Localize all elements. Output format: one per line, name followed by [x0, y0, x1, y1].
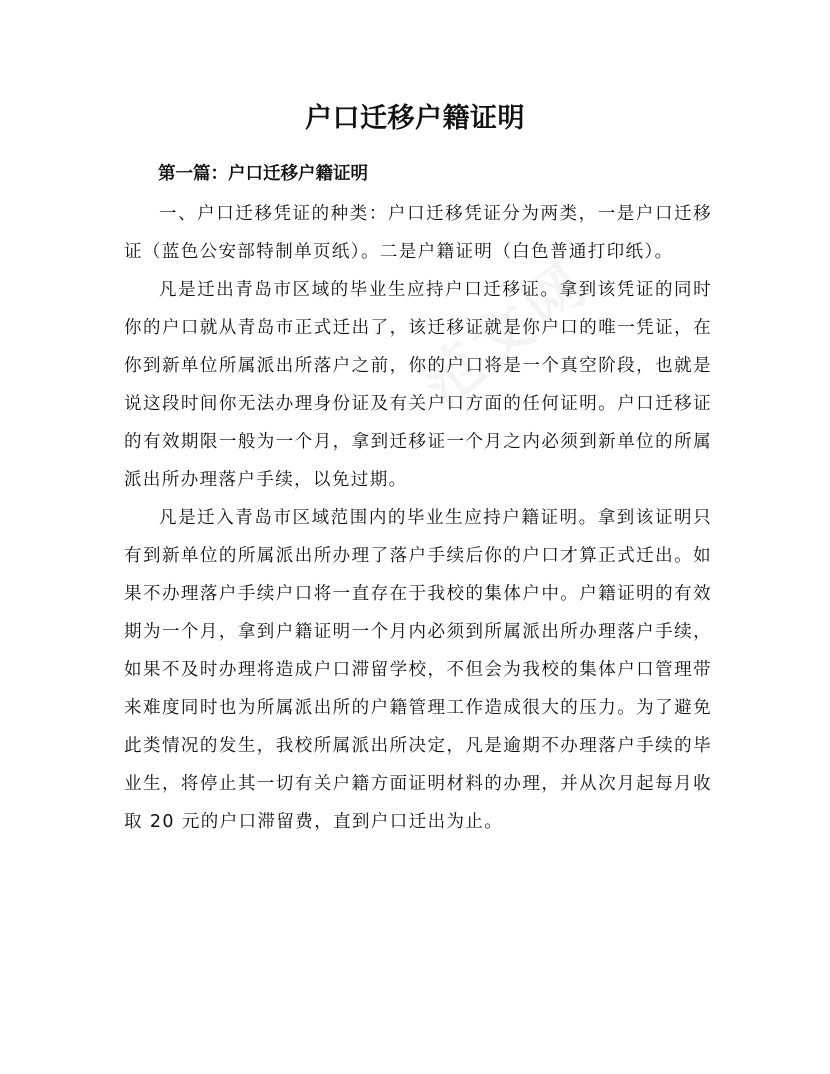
paragraph-moving-out: 凡是迁出青岛市区域的毕业生应持户口迁移证。拿到该凭证的同时你的户口就从青岛市正式迁出了，该迁移证就是你户口的唯一凭证，在你到新单位所属派出所落户之前，你的户口将是一个真空阶段，也就是说这段时间你无法办理身份证及有关户口方面的任何证明。户口迁移证的有效期限一般为一个月，拿到迁移证一个月之内必须到新单位的所属派出所办理落户手续，以免过期。	[124, 280, 712, 490]
section-heading: 第一篇：户口迁移户籍证明	[158, 164, 368, 184]
document-body	[124, 195, 712, 841]
paragraph-migration-types: 一、户口迁移凭证的种类：户口迁移凭证分为两类，一是户口迁移证（蓝色公安部特制单页纸）。二是户籍证明（白色普通打印纸）。	[124, 204, 712, 262]
document-title: 户口迁移户籍证明	[305, 103, 525, 134]
paragraph-moving-in: 凡是迁入青岛市区域范围内的毕业生应持户籍证明。拿到该证明只有到新单位的所属派出所办理了落户手续后你的户口才算正式迁出。如果不办理落户手续户口将一直存在于我校的集体户中。户籍证明的有效期为一个月，拿到户籍证明一个月内必须到所属派出所办理落户手续，如果不及时办理将造成户口滞留学校，不但会为我校的集体户口管理带来难度同时也为所属派出所的户籍管理工作造成很大的压力。为了避免此类情况的发生，我校所属派出所决定，凡是逾期不办理落户手续的毕业生，将停止其一切有关户籍方面证明材料的办理，并从次月起每月收取 20 元的户口滞留费，直到户口迁出为止。	[124, 508, 712, 832]
